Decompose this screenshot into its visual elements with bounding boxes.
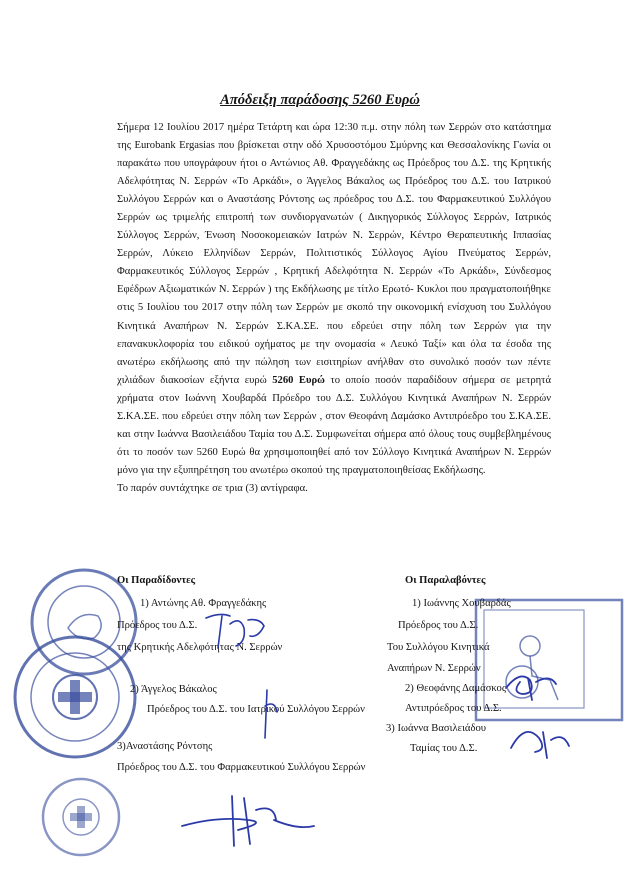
- givers-heading: Οι Παραδίδοντες: [117, 575, 196, 586]
- copies-line: Το παρόν συντάχτηκε σε τρια (3) αντίγραφα.: [117, 482, 308, 494]
- receivers-heading: Οι Παραλαβόντες: [405, 575, 486, 586]
- giver-1-name: 1) Αντώνης Αθ. Φραγγεδάκης: [140, 598, 267, 609]
- receiver-3-role: Ταμίας του Δ.Σ.: [410, 743, 478, 754]
- giver-3-role: Πρόεδρος του Δ.Σ. του Φαρμακευτικού Συλλόγου Σερρών: [117, 762, 366, 773]
- amount-bold: 5260 Ευρώ: [272, 374, 325, 386]
- receiver-1-name: 1) Ιωάννης Χουβαρδάς: [412, 598, 511, 609]
- giver-1-role: Πρόεδρος του Δ.Σ.: [117, 620, 198, 631]
- receiver-1-role: Πρόεδρος του Δ.Σ.: [398, 620, 479, 631]
- giver-1-org: της Κρητικής Αδελφότητας Ν. Σερρών: [117, 642, 283, 653]
- receiver-3-name: 3) Ιωάννα Βασιλειάδου: [386, 723, 486, 734]
- giver-2-name: 2) Άγγελος Βάκαλος: [130, 684, 217, 695]
- receiver-2-name: 2) Θεοφάνης Δαμάσκος: [405, 683, 507, 694]
- signature-giver-2: [255, 686, 285, 742]
- greek-republic-seal-bottom: [40, 776, 122, 858]
- receiver-2-role: Αντιπρόεδρος του Δ.Σ.: [405, 703, 502, 714]
- signature-giver-1: [200, 608, 270, 653]
- body-part-2: το οποίο ποσόν παραδίδουν σήμερα σε μετρητά χρήματα στον Ιωάννη Χουβαρδά Πρόεδρο του Δ.Σ. Συλλόγου Κινητικά Αναπήρων Ν. Σερρών Σ.ΚΑ.ΣΕ. που εδρεύει στην πόλη των Σερρών , στον Θεοφάνη Δαμάσκο Αντιπρόεδρο του Σ.ΚΑ.ΣΕ. και στην Ιωάννα Βασιλειάδου Ταμία του Δ.Σ. Συμφωνείται σήμερα από όλους τους συμβεβλημένους ότι το ποσόν των 5260 Ευρώ θα χρησιμοποιηθεί από τον Σύλλογο Κινητικά Αναπήρων Ν. Σερρών μόνο για την εξυπηρέτηση του ανωτέρω σκοπού της πραγματοποιηθείσας Εκδήλωσης.: [117, 374, 551, 476]
- signature-receiver-2: [500, 664, 560, 704]
- giver-3-name: 3)Αναστάσης Ρόντσης: [117, 741, 213, 752]
- receiver-1-org-line1: Του Συλλόγου Κινητικά: [387, 642, 490, 653]
- body-paragraph: [117, 119, 551, 480]
- giver-2-role: Πρόεδρος του Δ.Σ. του Ιατρικού Συλλόγου Σερρών: [147, 704, 365, 715]
- body-part-1: Σήμερα 12 Ιουλίου 2017 ημέρα Τετάρτη και ώρα 12:30 π.μ. στην πόλη των Σερρών στο κατάστημα της Eurobank Ergasias που βρίσκεται στην οδό Χρυσοστόμου Σμύρνης και Θεσσαλονίκης Γωνία οι παρακάτω που υπογράφουν ήτοι ο Αντώνιος Αθ. Φραγγεδάκης ως Πρόεδρος του Δ.Σ. της Κρητικής Αδελφότητας Ν. Σερρών «Το Αρκάδι», ο Άγγελος Βάκαλος ως Πρόεδρος του Δ.Σ. του Ιατρικού Συλλόγου Σερρών και ο Αναστάσης Ρόντσης ως πρόεδρος του Δ.Σ. του Φαρμακευτικού Συλλόγου Σερρών ως τριμελής επιτροπή των συνδιοργανωτών ( Δικηγορικός Σύλλογος Σερρών, Ιατρικός Σύλλογος Σερρών, Ένωση Νοσοκομειακών Ιατρών Ν. Σερρών, Κέντρο Θεραπευτικής Ιππασίας Σερρών, Λύκειο Ελληνίδων Σερρών, Πολιτιστικός Σύλλογος Αγίου Πνεύματος Σερρών, Φαρμακευτικός Σύλλογος Σερρών , Κρητική Αδελφότητα Ν. Σερρών «Το Αρκάδι», Σύνδεσμος Εφέδρων Αξιωματικών Ν. Σερρών ) της Εκδήλωσης με τίτλο Ερωτό- Κυκλοι που πραγματοποιήθηκε στις 5 Ιουλίου του 2017 στην πόλη των Σερρών με σκοπό την οικονομική ενίσχυση του Συλλόγου Κινητικά Αναπήρων Ν. Σερρών Σ.ΚΑ.ΣΕ. που εδρεύει στην πόλη των Σερρών για την επανακυκλοφορία του ειδικού οχήματος με την ονομασία « Λευκό Ταξί» και όλα τα έσοδα της ανωτέρω εκδήλωσης από την πώληση των εισιτηρίων ανήλθαν στο συνολικό ποσόν των πέντε χιλιάδων διακοσίων εξήντα ευρώ: [117, 122, 551, 386]
- signature-giver-3: [178, 790, 318, 850]
- document-body: [117, 119, 551, 498]
- document-title: Απόδειξη παράδοσης 5260 Ευρώ: [220, 92, 420, 108]
- signature-receiver-3: [505, 712, 575, 762]
- receiver-1-org-line2: Αναπήρων Ν. Σερρών: [387, 663, 481, 674]
